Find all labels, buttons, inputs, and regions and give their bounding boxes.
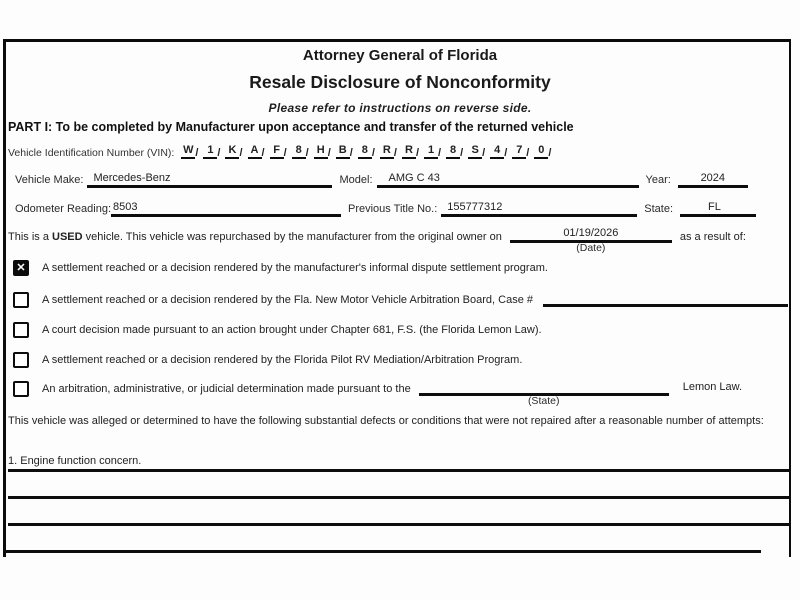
lemon-law-suffix: Lemon Law. <box>682 381 743 393</box>
odometer-label: Odometer Reading: <box>15 203 111 215</box>
vin-row <box>8 144 556 159</box>
odometer-title-state-row <box>15 201 786 217</box>
checkbox-row-arbitration-board <box>13 292 788 308</box>
vin-character: R / <box>380 144 397 159</box>
vin-character: 8 / <box>446 144 463 159</box>
checkbox-row-rv-mediation <box>13 352 788 368</box>
model-label: Model: <box>339 174 373 186</box>
instruction-note: Please refer to instructions on reverse side. <box>268 101 532 115</box>
defect-line-2[interactable] <box>8 494 790 499</box>
repurchase-text-end: as a result of: <box>679 231 746 243</box>
vin-character: B / <box>336 144 353 159</box>
year-label: Year: <box>645 174 671 186</box>
used-word: USED <box>52 231 83 243</box>
vin-character: 8 / <box>358 144 375 159</box>
checkbox-informal-dispute[interactable] <box>13 260 29 276</box>
agency-title: Attorney General of Florida <box>302 47 498 64</box>
checkbox-label: A settlement reached or a decision rendered by the Florida Pilot RV Mediation/Arbitration Program. <box>42 354 523 366</box>
vin-character: 4 / <box>490 144 507 159</box>
date-caption: (Date) <box>576 242 606 254</box>
checkbox-row-other-lemon-law <box>13 381 788 407</box>
checkbox-rv-mediation[interactable] <box>13 352 29 368</box>
vin-value[interactable] <box>181 144 556 159</box>
defect-line-1[interactable]: 1. Engine function concern. <box>8 455 790 472</box>
vin-character: R / <box>402 144 419 159</box>
vin-character: A / <box>248 144 265 159</box>
repurchase-date-field[interactable]: 01/19/2026 (Date) <box>510 227 672 243</box>
repurchase-text-start: This is a USED vehicle. This vehicle was repurchased by the manufacturer from the original owner on <box>8 231 502 243</box>
model-field[interactable]: AMG C 43 <box>377 172 639 188</box>
make-label: Vehicle Make: <box>15 174 84 186</box>
checkbox-label: A settlement reached or a decision rendered by the Fla. New Motor Vehicle Arbitration Board, Case # <box>42 294 533 306</box>
vin-character: W / <box>183 144 199 159</box>
checkbox-court-decision[interactable] <box>13 322 29 338</box>
defect-line-3[interactable] <box>8 521 790 526</box>
year-field[interactable]: 2024 <box>678 172 748 188</box>
checkbox-other-lemon-law[interactable] <box>13 381 29 397</box>
odometer-field[interactable]: 8503 <box>111 201 341 217</box>
checkbox-row-court-decision <box>13 322 788 338</box>
defects-intro-paragraph: This vehicle was alleged or determined to have the following substantial defects or conditions that were not repaired after a reasonable number of attempts: <box>8 415 764 427</box>
vin-character: 1 / <box>203 144 220 159</box>
checkbox-label: A court decision made pursuant to an action brought under Chapter 681, F.S. (the Florida Lemon Law). <box>42 324 542 336</box>
vin-character: 7 / <box>512 144 529 159</box>
form-title: Resale Disclosure of Nonconformity <box>249 72 551 92</box>
vehicle-make-model-year-row <box>15 172 786 188</box>
checkbox-arbitration-board[interactable] <box>13 292 29 308</box>
vin-character: 0 / <box>534 144 551 159</box>
state-caption: (State) <box>527 395 560 407</box>
state-field[interactable]: FL <box>680 201 756 217</box>
repurchase-sentence <box>8 227 786 254</box>
previous-title-label: Previous Title No.: <box>348 203 438 215</box>
part1-heading: PART I: To be completed by Manufacturer upon acceptance and transfer of the returned vehicle <box>8 120 574 134</box>
state-label: State: <box>644 203 674 215</box>
vin-character: F / <box>270 144 287 159</box>
vin-character: H / <box>314 144 331 159</box>
vin-character: S / <box>468 144 485 159</box>
make-field[interactable]: Mercedes-Benz <box>87 172 332 188</box>
vin-character: K / <box>225 144 242 159</box>
checkbox-label: An arbitration, administrative, or judicial determination made pursuant to the <box>42 383 411 395</box>
vin-character: 1 / <box>424 144 441 159</box>
vin-label: Vehicle Identification Number (VIN): <box>8 147 175 159</box>
checkbox-label: A settlement reached or a decision rendered by the manufacturer's informal dispute settlement program. <box>42 262 548 274</box>
vin-character: 8 / <box>292 144 309 159</box>
previous-title-field[interactable]: 155777312 <box>441 201 637 217</box>
state-blank-field[interactable] <box>419 382 669 407</box>
case-number-field[interactable] <box>543 293 788 307</box>
defect-line-4[interactable] <box>5 548 761 553</box>
checkbox-row-informal-dispute <box>13 260 788 276</box>
